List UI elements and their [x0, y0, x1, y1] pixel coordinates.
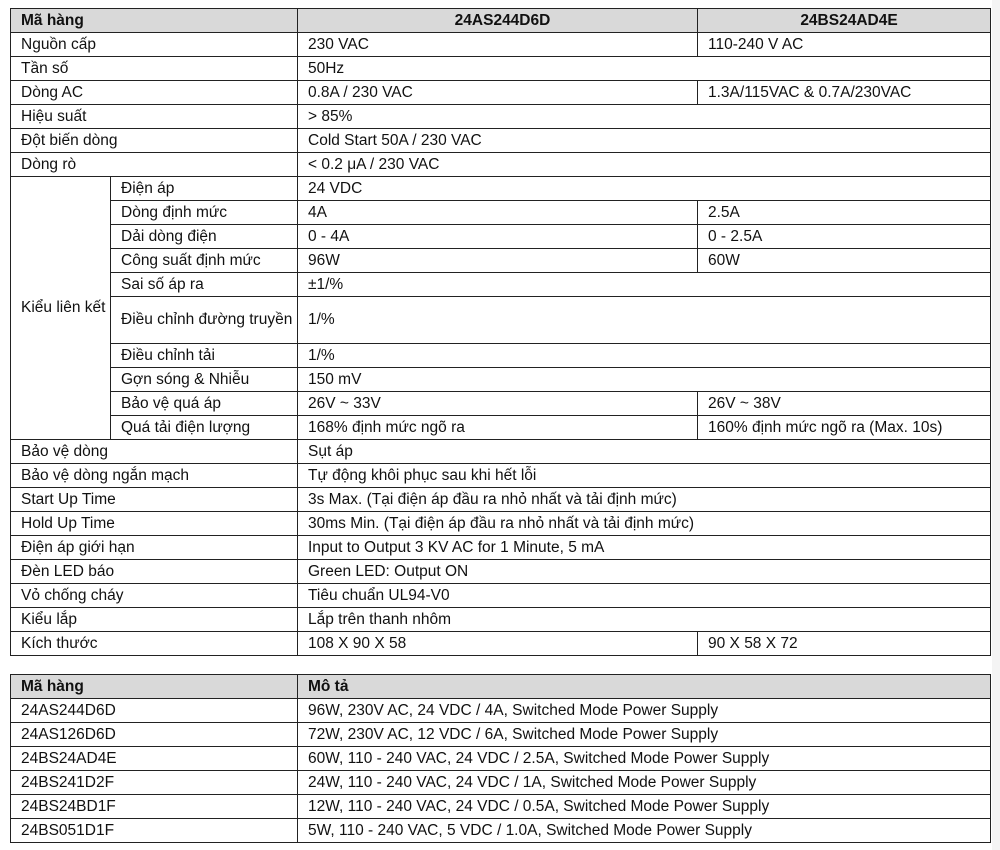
spec-row	[11, 129, 991, 153]
spec-row	[11, 488, 991, 512]
value-shared: Tiêu chuẩn UL94-V0	[298, 584, 991, 608]
model-code: 24BS24BD1F	[11, 795, 298, 819]
spec-group-row	[11, 416, 991, 440]
spec-row	[11, 536, 991, 560]
value-shared: Lắp trên thanh nhôm	[298, 608, 991, 632]
value-shared: Green LED: Output ON	[298, 560, 991, 584]
value-model-a: 26V ~ 33V	[298, 392, 698, 416]
model-desc: 60W, 110 - 240 VAC, 24 VDC / 2.5A, Switched Mode Power Supply	[298, 747, 991, 771]
value-model-b: 1.3A/115VAC & 0.7A/230VAC	[698, 81, 991, 105]
group-sub-label: Công suất định mức	[111, 249, 298, 273]
value-model-b: 160% định mức ngõ ra (Max. 10s)	[698, 416, 991, 440]
model-row	[11, 699, 991, 723]
group-sub-label: Gợn sóng & Nhiễu	[111, 368, 298, 392]
model-header-desc: Mô tả	[298, 675, 991, 699]
value-shared: 3s Max. (Tại điện áp đầu ra nhỏ nhất và tải định mức)	[298, 488, 991, 512]
spec-row	[11, 464, 991, 488]
model-row	[11, 723, 991, 747]
spec-label: Điện áp giới hạn	[11, 536, 298, 560]
group-sub-label: Dải dòng điện	[111, 225, 298, 249]
header-label: Mã hàng	[11, 9, 298, 33]
group-label: Kiểu liên kết	[11, 177, 111, 440]
model-row	[11, 819, 991, 843]
value-shared: ±1/%	[298, 273, 991, 297]
value-shared: Tự động khôi phục sau khi hết lỗi	[298, 464, 991, 488]
group-sub-label: Điều chỉnh đường truyền	[111, 297, 298, 344]
spec-row	[11, 560, 991, 584]
spec-row	[11, 153, 991, 177]
spec-label: Đèn LED báo	[11, 560, 298, 584]
spec-row	[11, 512, 991, 536]
model-row	[11, 771, 991, 795]
spec-group-row	[11, 344, 991, 368]
value-model-a: 230 VAC	[298, 33, 698, 57]
value-model-b: 26V ~ 38V	[698, 392, 991, 416]
group-sub-label: Sai số áp ra	[111, 273, 298, 297]
value-model-a: 168% định mức ngõ ra	[298, 416, 698, 440]
spec-table	[10, 8, 991, 656]
spec-row	[11, 33, 991, 57]
value-model-b: 110-240 V AC	[698, 33, 991, 57]
model-code: 24BS241D2F	[11, 771, 298, 795]
value-shared: 150 mV	[298, 368, 991, 392]
spec-label: Vỏ chống cháy	[11, 584, 298, 608]
spec-group-row	[11, 201, 991, 225]
value-model-b: 2.5A	[698, 201, 991, 225]
model-desc: 5W, 110 - 240 VAC, 5 VDC / 1.0A, Switched Mode Power Supply	[298, 819, 991, 843]
spec-group-row	[11, 249, 991, 273]
value-model-a: 0.8A / 230 VAC	[298, 81, 698, 105]
value-model-a: 96W	[298, 249, 698, 273]
spec-row	[11, 608, 991, 632]
spec-group-row	[11, 297, 991, 344]
spec-label: Dòng AC	[11, 81, 298, 105]
model-code: 24BS051D1F	[11, 819, 298, 843]
value-shared: 30ms Min. (Tại điện áp đầu ra nhỏ nhất và tải định mức)	[298, 512, 991, 536]
group-sub-label: Điện áp	[111, 177, 298, 201]
spec-row	[11, 57, 991, 81]
group-sub-label: Điều chỉnh tải	[111, 344, 298, 368]
spec-row	[11, 632, 991, 656]
model-header-row	[11, 675, 991, 699]
spec-label: Tần số	[11, 57, 298, 81]
spec-group-row	[11, 368, 991, 392]
spec-label: Nguồn cấp	[11, 33, 298, 57]
value-shared: Input to Output 3 KV AC for 1 Minute, 5 mA	[298, 536, 991, 560]
model-row	[11, 795, 991, 819]
spec-header-row	[11, 9, 991, 33]
model-code: 24AS244D6D	[11, 699, 298, 723]
value-shared: Sụt áp	[298, 440, 991, 464]
group-sub-label: Dòng định mức	[111, 201, 298, 225]
spec-label: Dòng rò	[11, 153, 298, 177]
value-shared: 1/%	[298, 297, 991, 344]
spec-label: Kiểu lắp	[11, 608, 298, 632]
spec-row	[11, 584, 991, 608]
spec-group-row	[11, 177, 991, 201]
group-sub-label: Quá tải điện lượng	[111, 416, 298, 440]
model-code: 24BS24AD4E	[11, 747, 298, 771]
value-model-a: 0 - 4A	[298, 225, 698, 249]
group-sub-label: Bảo vệ quá áp	[111, 392, 298, 416]
spec-label: Đột biến dòng	[11, 129, 298, 153]
spec-row	[11, 440, 991, 464]
value-shared: 24 VDC	[298, 177, 991, 201]
model-row	[11, 747, 991, 771]
spec-label: Hold Up Time	[11, 512, 298, 536]
spec-label: Hiệu suất	[11, 105, 298, 129]
value-model-a: 108 X 90 X 58	[298, 632, 698, 656]
value-shared: < 0.2 μA / 230 VAC	[298, 153, 991, 177]
spec-group-row	[11, 273, 991, 297]
spec-group-row	[11, 225, 991, 249]
spec-row	[11, 81, 991, 105]
value-shared: 50Hz	[298, 57, 991, 81]
spec-row	[11, 105, 991, 129]
value-model-b: 90 X 58 X 72	[698, 632, 991, 656]
value-shared: 1/%	[298, 344, 991, 368]
model-desc: 96W, 230V AC, 24 VDC / 4A, Switched Mode Power Supply	[298, 699, 991, 723]
value-model-b: 0 - 2.5A	[698, 225, 991, 249]
header-model-a: 24AS244D6D	[298, 9, 698, 33]
model-table	[10, 674, 991, 843]
spec-label: Start Up Time	[11, 488, 298, 512]
header-model-b: 24BS24AD4E	[698, 9, 991, 33]
model-desc: 12W, 110 - 240 VAC, 24 VDC / 0.5A, Switched Mode Power Supply	[298, 795, 991, 819]
model-header-code: Mã hàng	[11, 675, 298, 699]
page-edge	[992, 0, 1000, 850]
value-shared: > 85%	[298, 105, 991, 129]
value-model-b: 60W	[698, 249, 991, 273]
spec-label: Kích thước	[11, 632, 298, 656]
model-desc: 72W, 230V AC, 12 VDC / 6A, Switched Mode Power Supply	[298, 723, 991, 747]
spec-label: Bảo vệ dòng	[11, 440, 298, 464]
spec-label: Bảo vệ dòng ngắn mạch	[11, 464, 298, 488]
value-model-a: 4A	[298, 201, 698, 225]
spec-group-row	[11, 392, 991, 416]
value-shared: Cold Start 50A / 230 VAC	[298, 129, 991, 153]
model-code: 24AS126D6D	[11, 723, 298, 747]
model-desc: 24W, 110 - 240 VAC, 24 VDC / 1A, Switched Mode Power Supply	[298, 771, 991, 795]
